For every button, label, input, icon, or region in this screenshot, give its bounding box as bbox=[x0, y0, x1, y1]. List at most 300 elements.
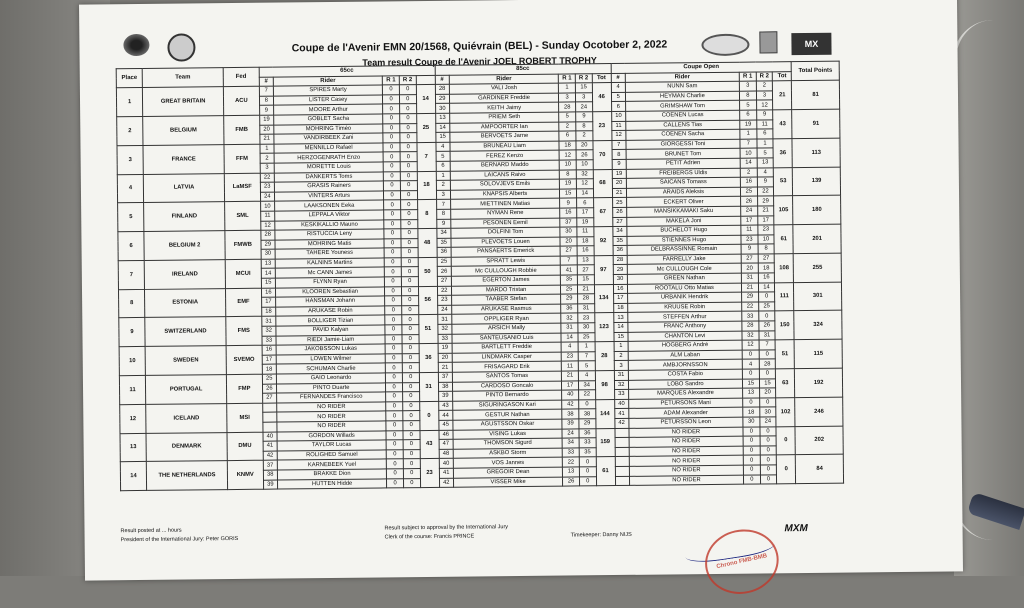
rider-r2: 7 bbox=[759, 340, 776, 350]
team-place: 4 bbox=[117, 174, 143, 203]
rider-r2: 0 bbox=[400, 142, 417, 152]
rider-r1: 28 bbox=[742, 321, 759, 331]
rider-name: TAYLOR Lucas bbox=[277, 440, 386, 451]
rider-number: 39 bbox=[438, 391, 452, 401]
rider-r2: 6 bbox=[576, 198, 593, 208]
rider-r1: 32 bbox=[561, 313, 578, 323]
class-total: 92 bbox=[593, 227, 612, 256]
rider-r2: 28 bbox=[577, 294, 594, 304]
class-total: 67 bbox=[593, 198, 612, 227]
team-total-points: 81 bbox=[792, 80, 840, 109]
rider-number: 46 bbox=[439, 430, 453, 440]
rider-name: TAHERE Youness bbox=[275, 248, 384, 259]
rider-name: GESTUR Nathan bbox=[453, 409, 562, 420]
rider-r1: 27 bbox=[560, 246, 577, 256]
rider-name: MARDO Tristan bbox=[451, 285, 560, 296]
rider-r1: 22 bbox=[563, 457, 580, 467]
rider-r1: 0 bbox=[383, 123, 400, 133]
rider-r2: 1 bbox=[578, 342, 595, 352]
rider-r2: 38 bbox=[579, 409, 596, 419]
rider-name: SOLOVJEVS Emils bbox=[450, 179, 559, 190]
col-num: # bbox=[611, 73, 625, 83]
rider-number: 35 bbox=[437, 238, 451, 248]
rider-r1: 5 bbox=[740, 100, 757, 110]
rider-name: Mc CANN James bbox=[275, 267, 384, 278]
rider-r1: 34 bbox=[562, 438, 579, 448]
rider-r1: 0 bbox=[743, 398, 760, 408]
rider-number: 14 bbox=[435, 123, 449, 133]
timekeeper-note: Timekeeper: Danny NIJS bbox=[570, 531, 632, 539]
rider-name: ADAM Alexander bbox=[629, 408, 743, 419]
team-total-points: 202 bbox=[795, 426, 843, 455]
rider-number: 43 bbox=[438, 401, 452, 411]
rider-r2: 14 bbox=[758, 282, 775, 292]
rider-r1: 11 bbox=[562, 361, 579, 371]
col-rider: Rider bbox=[273, 76, 382, 87]
rider-name: MENNILLO Rafael bbox=[274, 143, 383, 154]
rider-r1: 0 bbox=[383, 162, 400, 172]
rider-r2: 20 bbox=[759, 388, 776, 398]
rider-name: THOMSON Sigurd bbox=[453, 438, 562, 449]
rider-r2: 0 bbox=[579, 476, 596, 486]
rider-r2: 3 bbox=[756, 91, 773, 101]
rider-name: LISTER Casey bbox=[273, 95, 382, 106]
rider-r2: 12 bbox=[756, 100, 773, 110]
team-name: FRANCE bbox=[143, 144, 224, 174]
rider-r1: 0 bbox=[384, 248, 401, 258]
rider-r1: 41 bbox=[561, 265, 578, 275]
rider-r2: 0 bbox=[400, 190, 417, 200]
class-total: 31 bbox=[419, 372, 438, 401]
class-total: 97 bbox=[594, 255, 613, 284]
rider-name: ARAIDS Aleksis bbox=[626, 187, 740, 198]
col-place: Place bbox=[116, 68, 142, 87]
rider-name: ARUKASE Rasmus bbox=[452, 304, 561, 315]
rider-r1: 0 bbox=[385, 315, 402, 325]
rider-r2: 0 bbox=[402, 334, 419, 344]
rider-r1: 0 bbox=[743, 446, 760, 456]
rider-name: BRUNEAU Liam bbox=[450, 141, 559, 152]
col-r1: R 1 bbox=[383, 75, 400, 85]
rider-name: NO RIDER bbox=[629, 427, 743, 438]
class-total: 63 bbox=[776, 369, 795, 398]
rider-r2: 0 bbox=[400, 152, 417, 162]
class-total: 68 bbox=[593, 169, 612, 198]
rider-name: FRISAGARD Erik bbox=[452, 361, 561, 372]
rider-r2: 31 bbox=[759, 330, 776, 340]
rider-number: 1 bbox=[260, 144, 274, 154]
class-total: 21 bbox=[773, 81, 792, 110]
rider-r2: 0 bbox=[760, 446, 777, 456]
rider-number bbox=[263, 422, 277, 432]
class-total: 70 bbox=[593, 140, 612, 169]
team-fed: FFM bbox=[224, 144, 260, 173]
document-title: Coupe de l'Avenir EMN 20/1568, Quiévrain (BEL) - Sunday Ocotober 2, 2022 bbox=[291, 38, 668, 55]
rider-name: TAABER Stefan bbox=[451, 294, 560, 305]
rider-r2: 0 bbox=[400, 171, 417, 181]
rider-name: GOBLET Sacha bbox=[274, 114, 383, 125]
rider-r2: 0 bbox=[760, 474, 777, 484]
col-tot bbox=[416, 75, 435, 85]
rider-r2: 28 bbox=[759, 359, 776, 369]
rider-number: 33 bbox=[438, 334, 452, 344]
rider-name: Mc CULLOUGH Robbie bbox=[451, 266, 560, 277]
rider-number: 37 bbox=[263, 460, 277, 470]
rider-r1: 1 bbox=[740, 129, 757, 139]
rider-number: 30 bbox=[613, 274, 627, 284]
rider-name: RISTUCCIA Leny bbox=[275, 229, 384, 240]
rider-r1: 0 bbox=[386, 411, 403, 421]
rider-number: 42 bbox=[614, 418, 628, 428]
rider-r1: 0 bbox=[742, 369, 759, 379]
class-total: 61 bbox=[774, 225, 793, 254]
rider-name: BUCHELOT Hugo bbox=[627, 225, 741, 236]
rider-r1: 38 bbox=[562, 409, 579, 419]
rider-r2: 0 bbox=[401, 286, 418, 296]
rider-r1: 0 bbox=[386, 363, 403, 373]
rider-number: 9 bbox=[436, 219, 450, 229]
rider-r1: 7 bbox=[740, 139, 757, 149]
rider-r2: 22 bbox=[757, 187, 774, 197]
rider-r1: 9 bbox=[560, 198, 577, 208]
rider-r2: 0 bbox=[401, 229, 418, 239]
rider-number: 41 bbox=[263, 441, 277, 451]
rider-r1: 19 bbox=[740, 120, 757, 130]
rider-name: SANTEUSANIO Luis bbox=[452, 333, 561, 344]
rider-r2: 0 bbox=[402, 382, 419, 392]
rider-name: ARUKASE Robin bbox=[276, 306, 385, 317]
rider-name: BERVOETS Jarne bbox=[450, 131, 559, 142]
rider-r2: 15 bbox=[577, 275, 594, 285]
class-total: 23 bbox=[592, 112, 611, 141]
rider-number: 17 bbox=[262, 355, 276, 365]
rider-r1: 0 bbox=[387, 459, 404, 469]
rider-number: 27 bbox=[612, 217, 626, 227]
rider-number: 8 bbox=[259, 96, 273, 106]
rider-number: 25 bbox=[262, 374, 276, 384]
team-name: THE NETHERLANDS bbox=[146, 461, 227, 491]
rider-name: HUTTEN Hidde bbox=[277, 478, 386, 489]
team-name: IRELAND bbox=[144, 259, 225, 289]
rider-r1: 0 bbox=[383, 85, 400, 95]
rider-r2: 0 bbox=[760, 426, 777, 436]
rider-name: FREIBERGS Uldis bbox=[626, 168, 740, 179]
rider-r1: 0 bbox=[383, 133, 400, 143]
rider-r2: 29 bbox=[757, 196, 774, 206]
team-place: 13 bbox=[120, 433, 146, 462]
rider-r2: 0 bbox=[403, 401, 420, 411]
team-place: 6 bbox=[118, 232, 144, 261]
rider-name: HEYMAN Charlie bbox=[625, 91, 739, 102]
rider-r1: 0 bbox=[386, 449, 403, 459]
rider-name: BOLLIGER Tizian bbox=[276, 315, 385, 326]
rider-r1: 0 bbox=[385, 334, 402, 344]
rider-name: EGERTON James bbox=[451, 275, 560, 286]
rider-number: 20 bbox=[438, 353, 452, 363]
class-total: 105 bbox=[774, 196, 793, 225]
rider-name: DELBRASSINNE Romain bbox=[627, 244, 741, 255]
team-total-points: 139 bbox=[793, 167, 841, 196]
results-table bbox=[116, 61, 844, 492]
rider-name: DANKERTS Toms bbox=[274, 171, 383, 182]
rider-r2: 0 bbox=[401, 219, 418, 229]
result-sheet bbox=[79, 0, 963, 581]
rider-name: AMBJORNSSON bbox=[628, 360, 742, 371]
rider-name: NYMAN Rene bbox=[451, 208, 560, 219]
rider-r2: 13 bbox=[577, 256, 594, 266]
results-body bbox=[116, 80, 843, 490]
class-total: 0 bbox=[777, 455, 796, 484]
rider-r2: 0 bbox=[760, 436, 777, 446]
rider-name: LAAKSONEN Eeka bbox=[275, 200, 384, 211]
team-name: FINLAND bbox=[144, 202, 225, 232]
class-total: 134 bbox=[594, 284, 613, 313]
rider-name: ROOTALU Otto Matias bbox=[627, 283, 741, 294]
rider-number: 39 bbox=[263, 480, 277, 490]
rider-r2: 8 bbox=[576, 121, 593, 131]
rider-r2: 0 bbox=[760, 465, 777, 475]
rider-name: KARNEBEEK Yuel bbox=[277, 459, 386, 470]
rider-r2: 8 bbox=[758, 244, 775, 254]
rider-r1: 39 bbox=[562, 419, 579, 429]
rider-r1: 4 bbox=[561, 342, 578, 352]
rider-name: CHANTON Levi bbox=[628, 331, 742, 342]
rider-r2: 0 bbox=[401, 267, 418, 277]
rider-name: ROLIGHED Samuel bbox=[277, 450, 386, 461]
rider-name: Mc CULLOUGH Cole bbox=[627, 264, 741, 275]
team-fed: SML bbox=[225, 202, 261, 231]
col-r2: R 2 bbox=[399, 75, 416, 85]
rider-number: 32 bbox=[614, 380, 628, 390]
mxm-logo: MXM bbox=[784, 523, 808, 535]
rider-r1: 0 bbox=[387, 469, 404, 479]
class-total: 111 bbox=[775, 282, 794, 311]
rider-number: 17 bbox=[261, 297, 275, 307]
rider-r2: 0 bbox=[402, 344, 419, 354]
rider-name: SCHUMAN Charlie bbox=[276, 363, 385, 374]
rider-r2: 0 bbox=[399, 94, 416, 104]
fim-logo bbox=[701, 34, 749, 57]
rider-r2: 24 bbox=[760, 417, 777, 427]
rider-number: 27 bbox=[262, 393, 276, 403]
rider-name: PETURSSON Leon bbox=[629, 417, 743, 428]
rider-r1: 30 bbox=[743, 417, 760, 427]
team-fed: FMB bbox=[224, 115, 260, 144]
rider-r1: 0 bbox=[385, 286, 402, 296]
rider-number: 48 bbox=[439, 449, 453, 459]
rider-name: NO RIDER bbox=[277, 421, 386, 432]
rider-r2: 21 bbox=[757, 206, 774, 216]
rider-r2: 0 bbox=[400, 133, 417, 143]
rider-number: 40 bbox=[263, 432, 277, 442]
rider-number: 3 bbox=[614, 361, 628, 371]
rider-r2: 12 bbox=[576, 179, 593, 189]
rider-r2: 32 bbox=[576, 169, 593, 179]
rider-name: RIEDI Jamie-Liam bbox=[276, 335, 385, 346]
rider-r1: 12 bbox=[742, 340, 759, 350]
rider-r1: 1 bbox=[559, 83, 576, 93]
rider-r1: 0 bbox=[743, 465, 760, 475]
rider-name: BERNARD Maddo bbox=[450, 160, 559, 171]
rider-number bbox=[615, 476, 629, 486]
rider-number: 6 bbox=[436, 161, 450, 171]
rider-r2: 0 bbox=[403, 459, 420, 469]
class-total: 51 bbox=[775, 340, 794, 369]
rider-r2: 0 bbox=[402, 353, 419, 363]
team-name: SWEDEN bbox=[145, 346, 226, 376]
rider-number: 25 bbox=[437, 257, 451, 267]
rider-number: 10 bbox=[611, 111, 625, 121]
rider-r2: 20 bbox=[576, 140, 593, 150]
rider-name: CALLENS Tias bbox=[626, 120, 740, 131]
rider-number: 11 bbox=[260, 211, 274, 221]
rider-number: 4 bbox=[436, 142, 450, 152]
rider-r2: 16 bbox=[758, 273, 775, 283]
col-class-65cc: 65cc bbox=[259, 65, 435, 76]
rider-r1: 17 bbox=[741, 216, 758, 226]
rider-number: 7 bbox=[436, 200, 450, 210]
class-total: 150 bbox=[775, 311, 794, 340]
rider-r1: 25 bbox=[561, 285, 578, 295]
class-total: 0 bbox=[776, 426, 795, 455]
rider-number: 11 bbox=[611, 121, 625, 131]
rider-number: 14 bbox=[261, 269, 275, 279]
class-total: 46 bbox=[592, 83, 611, 112]
rider-name: MOHRING Matis bbox=[275, 239, 384, 250]
rider-r1: 14 bbox=[561, 333, 578, 343]
team-fed: KNMV bbox=[227, 461, 263, 490]
rider-number: 41 bbox=[614, 409, 628, 419]
rider-number: 1 bbox=[436, 171, 450, 181]
team-fed: SVEMO bbox=[226, 345, 262, 374]
rider-r2: 18 bbox=[758, 263, 775, 273]
team-total-points: 180 bbox=[793, 195, 841, 224]
class-total: 14 bbox=[416, 85, 435, 114]
rider-number: 20 bbox=[612, 179, 626, 189]
rider-number bbox=[615, 438, 629, 448]
rider-name: GREEN Nathan bbox=[627, 273, 741, 284]
rider-number: 19 bbox=[438, 343, 452, 353]
rider-r1: 0 bbox=[384, 190, 401, 200]
rider-name: LINDMARK Casper bbox=[452, 352, 561, 363]
rider-r2: 0 bbox=[579, 457, 596, 467]
col-rider: Rider bbox=[449, 74, 558, 85]
rider-r1: 21 bbox=[562, 371, 579, 381]
col-rider: Rider bbox=[625, 72, 739, 83]
rider-r2: 0 bbox=[403, 440, 420, 450]
rider-number bbox=[262, 403, 276, 413]
rider-number: 34 bbox=[436, 228, 450, 238]
rider-r2: 10 bbox=[576, 160, 593, 170]
rider-name: NO RIDER bbox=[629, 446, 743, 457]
rider-r1: 0 bbox=[385, 267, 402, 277]
team-total-points: 246 bbox=[795, 397, 843, 426]
rider-r1: 36 bbox=[561, 304, 578, 314]
rider-r1: 40 bbox=[562, 390, 579, 400]
team-fed: EMF bbox=[225, 288, 261, 317]
class-total: 0 bbox=[419, 401, 438, 430]
rider-r1: 35 bbox=[561, 275, 578, 285]
rider-r1: 0 bbox=[384, 219, 401, 229]
rider-r1: 0 bbox=[386, 402, 403, 412]
rider-r1: 0 bbox=[383, 143, 400, 153]
rider-name: GARDINER Freddie bbox=[449, 93, 558, 104]
class-total: 36 bbox=[419, 344, 438, 373]
rider-number: 15 bbox=[435, 132, 449, 142]
rider-r2: 0 bbox=[759, 369, 776, 379]
rider-r2: 13 bbox=[757, 158, 774, 168]
rider-r1: 28 bbox=[559, 102, 576, 112]
rider-r2: 0 bbox=[401, 209, 418, 219]
rider-name: LEPPALA Viktor bbox=[275, 210, 384, 221]
rider-name: VINTERS Arturs bbox=[274, 191, 383, 202]
rider-r1: 6 bbox=[559, 131, 576, 141]
rider-r2: 0 bbox=[758, 311, 775, 321]
emblem-logo bbox=[759, 31, 777, 53]
rider-name: FERNANDES Francisco bbox=[277, 392, 386, 403]
rider-number: 3 bbox=[260, 163, 274, 173]
rider-r2: 15 bbox=[575, 83, 592, 93]
rider-name: DOLFINI Tom bbox=[451, 227, 560, 238]
rider-number: 31 bbox=[437, 315, 451, 325]
rider-r2: 30 bbox=[759, 407, 776, 417]
team-place: 9 bbox=[119, 318, 145, 347]
rider-number: 1 bbox=[614, 342, 628, 352]
rider-number: 18 bbox=[613, 303, 627, 313]
rider-r1: 0 bbox=[385, 354, 402, 364]
rider-r2: 18 bbox=[577, 236, 594, 246]
col-r1: R 1 bbox=[559, 74, 576, 84]
rider-r2: 0 bbox=[760, 455, 777, 465]
rider-r1: 0 bbox=[383, 104, 400, 114]
team-name: ICELAND bbox=[146, 403, 227, 433]
mx-logo: MX bbox=[791, 33, 831, 55]
rider-name: AMPOORTER Ian bbox=[450, 122, 559, 133]
rider-r2: 0 bbox=[401, 277, 418, 287]
rider-name: JAKOBSSON Lukas bbox=[276, 344, 385, 355]
rider-number: 41 bbox=[439, 468, 453, 478]
class-total: 144 bbox=[595, 399, 614, 428]
rider-name: AGUSTSSON Oskar bbox=[453, 419, 562, 430]
rider-r2: 9 bbox=[576, 112, 593, 122]
document-subtitle: Team result Coupe de l'Avenir JOEL ROBERT TROPHY bbox=[362, 55, 597, 68]
rider-name: SIGURINGASON Kari bbox=[453, 400, 562, 411]
rider-r2: 23 bbox=[578, 313, 595, 323]
rider-number: 28 bbox=[435, 84, 449, 94]
rider-name: FARRELLY Jake bbox=[627, 254, 741, 265]
team-total-points: 324 bbox=[794, 311, 842, 340]
rider-number: 29 bbox=[435, 94, 449, 104]
rider-r1: 9 bbox=[741, 244, 758, 254]
rider-r2: 11 bbox=[577, 227, 594, 237]
rider-r1: 30 bbox=[560, 227, 577, 237]
rider-number: 8 bbox=[436, 209, 450, 219]
rider-number: 32 bbox=[262, 326, 276, 336]
rider-name: PESONEN Eemil bbox=[451, 218, 560, 229]
rider-name: PLEVOETS Louen bbox=[451, 237, 560, 248]
rider-name: MARQUES Alexandre bbox=[628, 388, 742, 399]
team-fed: FMP bbox=[226, 374, 262, 403]
approval-note: Result subject to approval by the International Jury bbox=[384, 524, 509, 532]
rider-r1: 0 bbox=[384, 171, 401, 181]
rider-name: LOBO Sandro bbox=[628, 379, 742, 390]
rider-number: 15 bbox=[614, 332, 628, 342]
rider-r2: 0 bbox=[401, 238, 418, 248]
rider-r1: 11 bbox=[741, 225, 758, 235]
rider-number: 29 bbox=[261, 240, 275, 250]
rider-number: 3 bbox=[436, 190, 450, 200]
rider-number: 15 bbox=[261, 278, 275, 288]
